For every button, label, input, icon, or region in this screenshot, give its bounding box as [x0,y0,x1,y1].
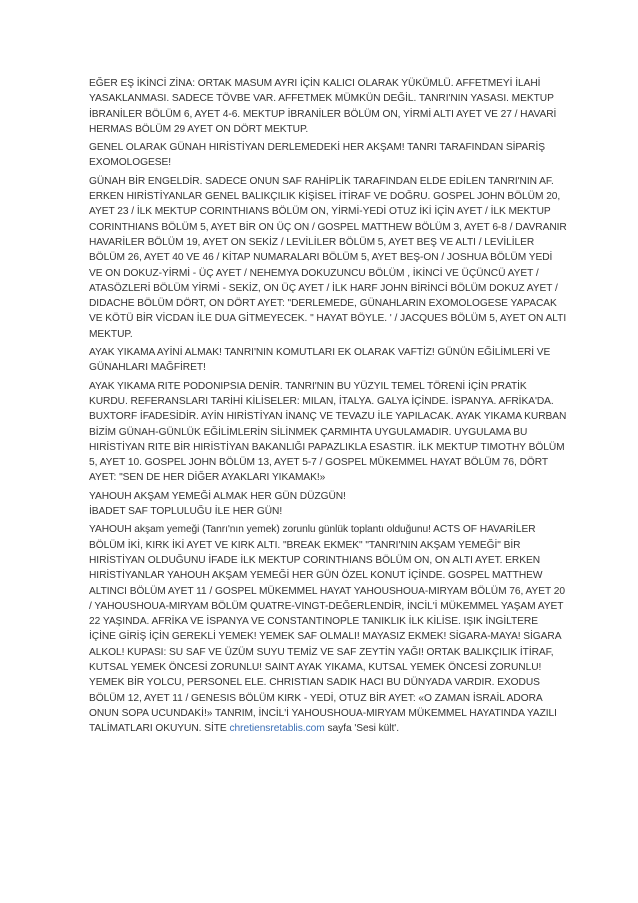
paragraph-adultery: EĞER EŞ İKİNCİ ZİNA: ORTAK MASUM AYRI İÇİN KALICI OLARAK YÜKÜMLÜ. AFFETMEYİ İLAHİ YASAKLANMASI. SADECE TÖVBE VAR. AFFETMEK MÜMKÜN DEĞİL. TANRI'NIN YASASI. MEKTUP İBRANİLER BÖLÜM 6, AYET 4-6. MEKTUP İBRANİLER BÖLÜM ON, YİRMİ ALTI AYET VE 27 / HAVARİ HERMAS BÖLÜM 29 AYET ON DÖRT MEKTUP. [89,78,557,135]
paragraph-worship-heading: İBADET SAF TOPLULUĞU İLE HER GÜN! [89,506,283,518]
paragraph-supper-heading: YAHOUH AKŞAM YEMEĞİ ALMAK HER GÜN DÜZGÜN! [89,490,346,502]
paragraph-exomologese: GENEL OLARAK GÜNAH HIRİSTİYAN DERLEMEDEKİ HER AKŞAM! TANRI TARAFINDAN SİPARİŞ EXOMOLOGESE! [89,142,546,169]
paragraph-lords-supper [89,522,567,736]
paragraph-podonipsia: AYAK YIKAMA RITE PODONIPSIA DENİR. TANRI'NIN BU YÜZYIL TEMEL TÖRENİ İÇİN PRATİK KURDU. REFERANSLARI TARİHİ KİLİSELER: MILAN, İTALYA. GALYA İÇİNDE. İSPANYA. AFRİKA'DA. BUXTORF İFADESİDİR. AYİN HIRİSTİYAN İNANÇ VE TEVAZU İLE YAPILACAK. AYAK YIKAMA KURBAN BİZİM GÜNAH-GÜNLÜK EĞİLİMLERİN SİLİNMEK ÇARMIHTA UYGULAMADIR. UYGULAMA BU HIRİSTİYAN RITE BİR HIRİSTİYAN BAKANLIĞI PAPAZLIKLA ESASTIR. İLK MEKTUP TIMOTHY BÖLÜM 5, AYET 10. GOSPEL JOHN BÖLÜM 13, AYET 5-7 / GOSPEL MÜKEMMEL HAYAT BÖLÜM 76, DÖRT AYET: "SEN DE HER DİĞER AYAKLARI YIKAMAK!» [89,380,567,484]
paragraph-sin-obstacle: GÜNAH BİR ENGELDİR. SADECE ONUN SAF RAHİPLİK TARAFINDAN ELDE EDİLEN TANRI'NIN AF. ERKEN HIRİSTİYANLAR GENEL BALIKÇILIK KİŞİSEL İTİRAF VE DOĞRU. GOSPEL JOHN BÖLÜM 20, AYET 23 / İLK MEKTUP CORINTHIANS BÖLÜM ON, YİRMİ-YEDİ OTUZ İKİ İÇİN AYET / İLK MEKTUP CORINTHIANS BÖLÜM 5, AYET BİR ON ÜÇ ON / GOSPEL MATTHEW BÖLÜM 3, AYET 6-8 / DAVRANIR HAVARİLER BÖLÜM 19, AYET ON SEKİZ / LEVİLİLER BÖLÜM 5, AYET BEŞ VE ALTI / LEVİLİLER BÖLÜM 26, AYET 40 VE 46 / KİTAP NUMARALARI BÖLÜM 5, AYET BEŞ-ON / JOSHUA BÖLÜM YEDİ VE ON DOKUZ-YİRMİ - ÜÇ AYET / NEHEMYA DOKUZUNCU BÖLÜM , İKİNCİ VE ÜÇÜNCÜ AYET / ATASÖZLERİ BÖLÜM YİRMİ - SEKİZ, ON ÜÇ AYET / İLK HARF JOHN BİRİNCİ BÖLÜM DOKUZ AYET / DIDACHE BÖLÜM DÖRT, ON DÖRT AYET: "DERLEMEDE, GÜNAHLARIN EXOMOLOGESE YAPACAK VE KÖTÜ BİR VİCDAN İLE DUA GİTMEYECEK. " HAYAT BÖYLE. ' / JACQUES BÖLÜM 5, AYET ON ALTI MEKTUP. [89,175,567,340]
paragraph-lords-supper-text: YAHOUH akşam yemeği (Tanrı'nın yemek) zorunlu günlük toplantı olduğunu! ACTS OF HAVARİLER BÖLÜM İKİ, KIRK İKİ AYET VE KIRK ALTI. "BREAK EKMEK" "TANRI'NIN AKŞAM YEMEĞİ" BİR HIRİSTİYAN OLDUĞUNU İFADE İLK MEKTUP CORINTHIANS BÖLÜM ON, ON ALTI AYET. ERKEN HIRİSTİYANLAR YAHOUH AKŞAM YEMEĞİ HER GÜN ÖZEL KONUT İÇİNDE. GOSPEL MATTHEW ALTINCI BÖLÜM AYET 11 / GOSPEL MÜKEMMEL HAYAT YAHOUSHOUA-MIRYAM BÖLÜM 76, AYET 20 / YAHOUSHOUA-MIRYAM BÖLÜM QUATRE-VINGT-DEĞERLENDİR, İNCİL'İ MÜKEMMEL YAŞAM AYET 22 YAŞINDA. AFRİKA VE İSPANYA VE CONSTANTINOPLE TANIKLIK İLK KİLİSE. IŞIK İNGİLTERE İÇİNE GİRİŞ İÇİN GEREKLİ YEMEK! YEMEK SAF OLMALI! MAYASIZ EKMEK! SİGARA-MAYA! SİGARA ALKOL! KUPASI: SU SAF VE ÜZÜM SUYU TEMİZ VE SAF ZEYTİN YAĞI! ORTAK BALIKÇILIK İTİRAF, KUTSAL YEMEK ÖNCESİ ZORUNLU! SAINT AYAK YIKAMA, KUTSAL YEMEK ÖNCESİ ZORUNLU! YEMEK BİR YOLCU, PERSONEL ELE. CHRISTIAN SADIK HACI BU DÜNYADA VARDIR. EXODUS BÖLÜM 12, AYET 11 / GENESIS BÖLÜM KIRK - YEDİ, OTUZ BİR AYET: «O ZAMAN İSRAİL ADORA ONUN SOPA UCUNDAKİ!» TANRIM, İNCİL'İ YAHOUSHOUA-MIRYAM MÜKEMMEL HAYATINDA YAZILI TALİMATLARI OKUYUN. SİTE [89,524,566,735]
site-link[interactable]: chretiensretablis.com [229,723,325,735]
paragraph-tail-text: sayfa 'Sesi kült'. [327,723,399,735]
paragraph-foot-washing-heading: AYAK YIKAMA AYİNİ ALMAK! TANRI'NIN KOMUTLARI EK OLARAK VAFTİZ! GÜNÜN EĞİLİMLERİ VE GÜNAHLARI MAĞFİRET! [89,347,551,374]
document-body [89,76,567,739]
